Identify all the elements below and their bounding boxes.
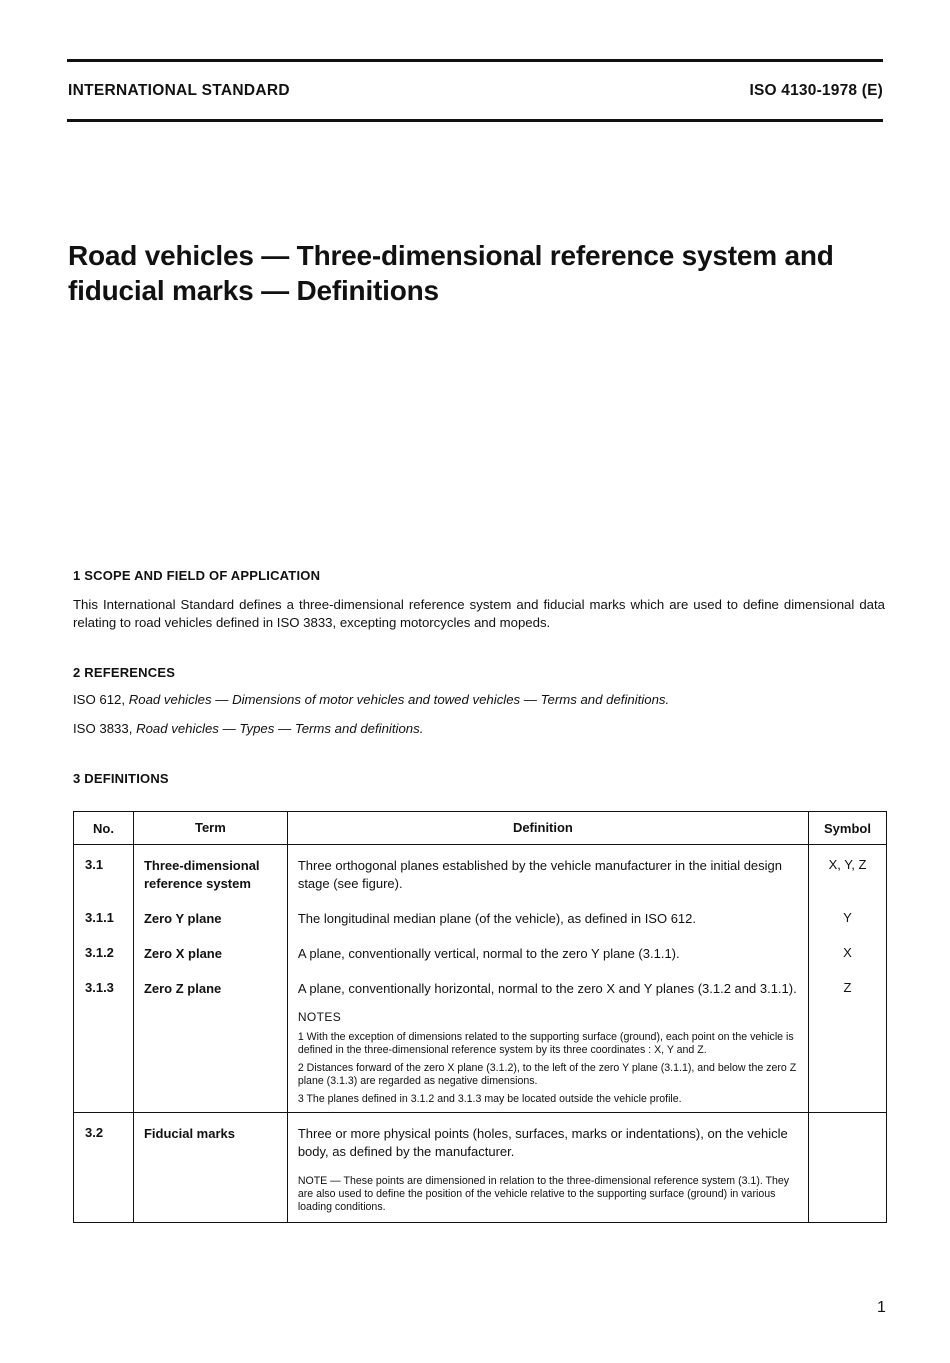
section-3-heading: 3 DEFINITIONS — [73, 771, 169, 786]
row-number: 3.1.1 — [74, 893, 134, 928]
notes-title: NOTES — [297, 1010, 342, 1024]
row-definition: A plane, conventionally horizontal, normal to the zero X and Y planes (3.1.2 and 3.1.1). — [297, 981, 797, 996]
row-term: Three-dimensional reference system — [133, 845, 287, 894]
header-bottom-rule — [67, 119, 883, 122]
row-definition: A plane, conventionally vertical, normal to the zero Y plane (3.1.1). — [287, 928, 808, 963]
row-term: Zero X plane — [133, 928, 287, 963]
row-symbol — [809, 1113, 887, 1223]
row-definition-cell — [287, 1113, 808, 1223]
header-term: Term — [133, 812, 287, 845]
row-term: Zero Y plane — [133, 893, 287, 928]
row-number: 3.2 — [74, 1113, 134, 1223]
table-row — [74, 893, 887, 928]
standard-number: ISO 4130-1978 (E) — [749, 82, 883, 99]
row-definition: The longitudinal median plane (of the vehicle), as defined in ISO 612. — [287, 893, 808, 928]
note-item: 3 The planes defined in 3.1.2 and 3.1.3 may be located outside the vehicle profile. — [297, 1093, 682, 1105]
reference-code: ISO 3833, — [73, 721, 133, 736]
row-definition: Three orthogonal planes established by the vehicle manufacturer in the initial design stage (see figure). — [287, 845, 808, 894]
row-definition-cell — [287, 963, 808, 1113]
reference-code: ISO 612, — [73, 692, 126, 707]
row-number: 3.1.2 — [74, 928, 134, 963]
document-title — [68, 238, 868, 308]
title-line-2: fiducial marks — Definitions — [68, 275, 439, 306]
table-row — [74, 963, 887, 1113]
row-symbol: Y — [809, 893, 887, 928]
row-number: 3.1.3 — [74, 963, 134, 1113]
row-symbol: X, Y, Z — [809, 845, 887, 894]
table-row — [74, 1113, 887, 1223]
reference-item — [73, 721, 423, 736]
header-definition: Definition — [287, 812, 808, 845]
document-type: INTERNATIONAL STANDARD — [68, 82, 290, 99]
note-item: 1 With the exception of dimensions related to the supporting surface (ground), each point on the vehicle is defined in the three-dimensional reference system by its three coordinates : X, Y and Z. — [297, 1031, 794, 1056]
row-term: Zero Z plane — [133, 963, 287, 1113]
note-item: 2 Distances forward of the zero X plane (3.1.2), to the left of the zero Y plane (3.1.1), and below the zero Z plane (3.1.3) are regarded as negative dimensions. — [297, 1062, 797, 1087]
section-1-text: This International Standard defines a three-dimensional reference system and fiducial marks which are used to define dimensional data relating to road vehicles defined in ISO 3833, excepting motorcycles and mopeds. — [73, 597, 885, 630]
header-symbol: Symbol — [809, 812, 887, 845]
row-symbol: X — [809, 928, 887, 963]
row-term: Fiducial marks — [133, 1113, 287, 1223]
table-row — [74, 928, 887, 963]
page-number: 1 — [877, 1299, 886, 1316]
row-number: 3.1 — [74, 845, 134, 894]
header-no: No. — [74, 812, 134, 845]
section-1-heading: 1 SCOPE AND FIELD OF APPLICATION — [73, 568, 321, 583]
definitions-table — [73, 811, 887, 1223]
section-2-heading: 2 REFERENCES — [73, 665, 176, 680]
note-item: NOTE — These points are dimensioned in relation to the three-dimensional reference system (3.1). They are also used to define the position of the vehicle relative to the supporting surface (ground) in various loading conditions. — [297, 1175, 790, 1213]
reference-title: Road vehicles — Dimensions of motor vehicles and towed vehicles — Terms and definitions. — [128, 692, 670, 707]
table-row — [74, 845, 887, 894]
header-top-rule — [67, 59, 883, 62]
row-symbol: Z — [809, 963, 887, 1113]
reference-item — [73, 692, 669, 707]
reference-title: Road vehicles — Types — Terms and definitions. — [136, 721, 424, 736]
row-definition: Three or more physical points (holes, surfaces, marks or indentations), on the vehicle body, as defined by the manufacturer. — [297, 1126, 788, 1159]
title-line-1: Road vehicles — Three-dimensional reference system and — [68, 240, 834, 271]
table-header-row — [74, 812, 887, 845]
